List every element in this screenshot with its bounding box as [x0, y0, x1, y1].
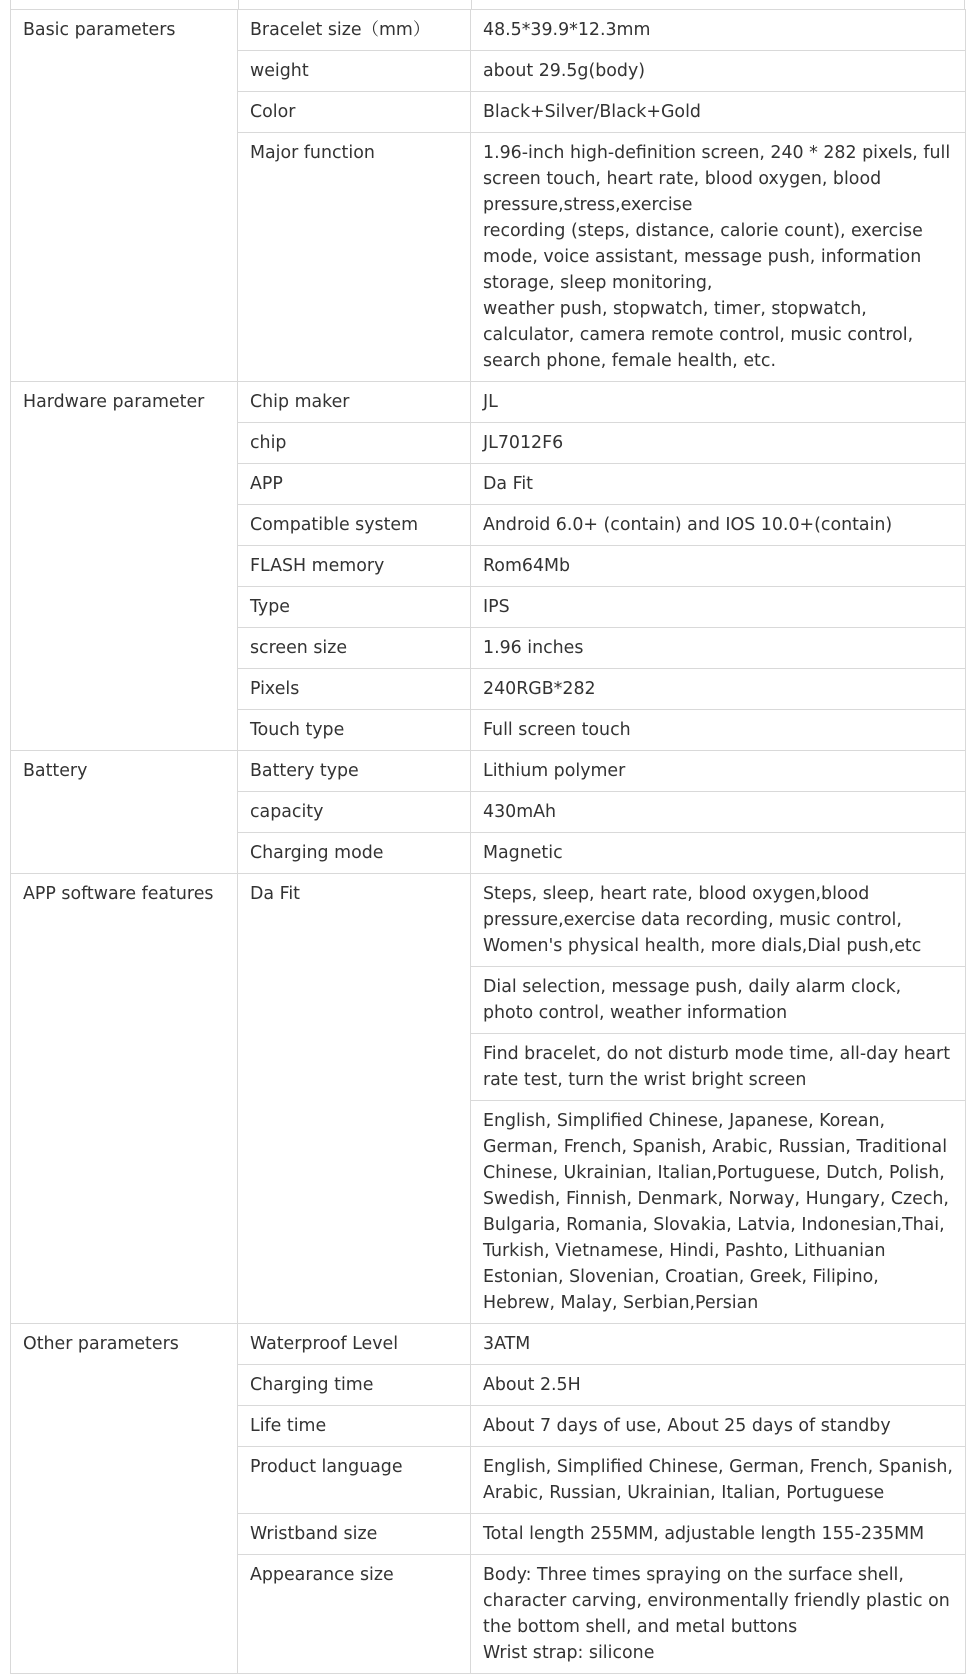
- param-value: 1.96 inches: [471, 628, 966, 669]
- param-label: Charging mode: [238, 833, 471, 874]
- param-label: Appearance size: [238, 1555, 471, 1674]
- param-value: Steps, sleep, heart rate, blood oxygen,blood pressure,exercise data recording, music control, Women's physical health, more dials,Dial push,etc: [471, 874, 966, 967]
- category-cell: Other parameters: [11, 1324, 238, 1674]
- param-label: Waterproof Level: [238, 1324, 471, 1365]
- param-label: Major function: [238, 133, 471, 382]
- param-label: capacity: [238, 792, 471, 833]
- param-label: Life time: [238, 1406, 471, 1447]
- param-value: Magnetic: [471, 833, 966, 874]
- param-label: Chip maker: [238, 382, 471, 423]
- param-label: Wristband size: [238, 1514, 471, 1555]
- param-label: Compatible system: [238, 505, 471, 546]
- param-value: JL: [471, 382, 966, 423]
- table-row: [11, 751, 966, 792]
- param-value: Rom64Mb: [471, 546, 966, 587]
- table-row: [11, 1324, 966, 1365]
- param-label: Battery type: [238, 751, 471, 792]
- param-label: Bracelet size（mm）: [238, 10, 471, 51]
- param-label: Pixels: [238, 669, 471, 710]
- category-cell: APP software features: [11, 874, 238, 1324]
- table-top-edge: [10, 0, 965, 9]
- param-value: Dial selection, message push, daily alarm clock, photo control, weather information: [471, 967, 966, 1034]
- param-value: Da Fit: [471, 464, 966, 505]
- param-value: Full screen touch: [471, 710, 966, 751]
- param-value: 240RGB*282: [471, 669, 966, 710]
- param-value: JL7012F6: [471, 423, 966, 464]
- category-cell: Battery: [11, 751, 238, 874]
- param-label: Color: [238, 92, 471, 133]
- category-cell: Basic parameters: [11, 10, 238, 382]
- param-value: 430mAh: [471, 792, 966, 833]
- param-value: English, Simplified Chinese, German, French, Spanish, Arabic, Russian, Ukrainian, Italian, Portuguese: [471, 1447, 966, 1514]
- param-label: FLASH memory: [238, 546, 471, 587]
- table-row: [11, 382, 966, 423]
- param-value: English, Simplified Chinese, Japanese, Korean, German, French, Spanish, Arabic, Russian, Traditional Chinese, Ukrainian, Italian,Portuguese, Dutch, Polish, Swedish, Finnish, Denmark, Norway, Hungary, Czech, Bulgaria, Romania, Slovakia, Latvia, Indonesian,Thai, Turkish, Vietnamese, Hindi, Pashto, Lithuanian Estonian, Slovenian, Croatian, Greek, Filipino, Hebrew, Malay, Serbian,Persian: [471, 1101, 966, 1324]
- param-value: about 29.5g(body): [471, 51, 966, 92]
- param-value: IPS: [471, 587, 966, 628]
- table-row: [11, 874, 966, 967]
- param-label: weight: [238, 51, 471, 92]
- param-value: Body: Three times spraying on the surface shell, character carving, environmentally friendly plastic on the bottom shell, and metal buttons Wrist strap: silicone: [471, 1555, 966, 1674]
- param-label: Product language: [238, 1447, 471, 1514]
- param-label: Charging time: [238, 1365, 471, 1406]
- param-value: Total length 255MM, adjustable length 155-235MM: [471, 1514, 966, 1555]
- param-value: About 2.5H: [471, 1365, 966, 1406]
- param-label: Da Fit: [238, 874, 471, 1324]
- param-value: 1.96-inch high-definition screen, 240 * 282 pixels, full screen touch, heart rate, blood oxygen, blood pressure,stress,exercise recording (steps, distance, calorie count), exercise mode, voice assistant, message push, information storage, sleep monitoring, weather push, stopwatch, timer, stopwatch, calculator, camera remote control, music control, search phone, female health, etc.: [471, 133, 966, 382]
- param-value: Android 6.0+ (contain) and IOS 10.0+(contain): [471, 505, 966, 546]
- param-value: Lithium polymer: [471, 751, 966, 792]
- table-row: [11, 10, 966, 51]
- spec-table-container: [10, 9, 966, 1674]
- param-value: 3ATM: [471, 1324, 966, 1365]
- param-value: Black+Silver/Black+Gold: [471, 92, 966, 133]
- param-value: 48.5*39.9*12.3mm: [471, 10, 966, 51]
- param-value: Find bracelet, do not disturb mode time, all-day heart rate test, turn the wrist bright screen: [471, 1034, 966, 1101]
- param-label: Type: [238, 587, 471, 628]
- param-value: About 7 days of use, About 25 days of standby: [471, 1406, 966, 1447]
- spec-table: [10, 9, 966, 1674]
- param-label: chip: [238, 423, 471, 464]
- param-label: APP: [238, 464, 471, 505]
- param-label: Touch type: [238, 710, 471, 751]
- param-label: screen size: [238, 628, 471, 669]
- category-cell: Hardware parameter: [11, 382, 238, 751]
